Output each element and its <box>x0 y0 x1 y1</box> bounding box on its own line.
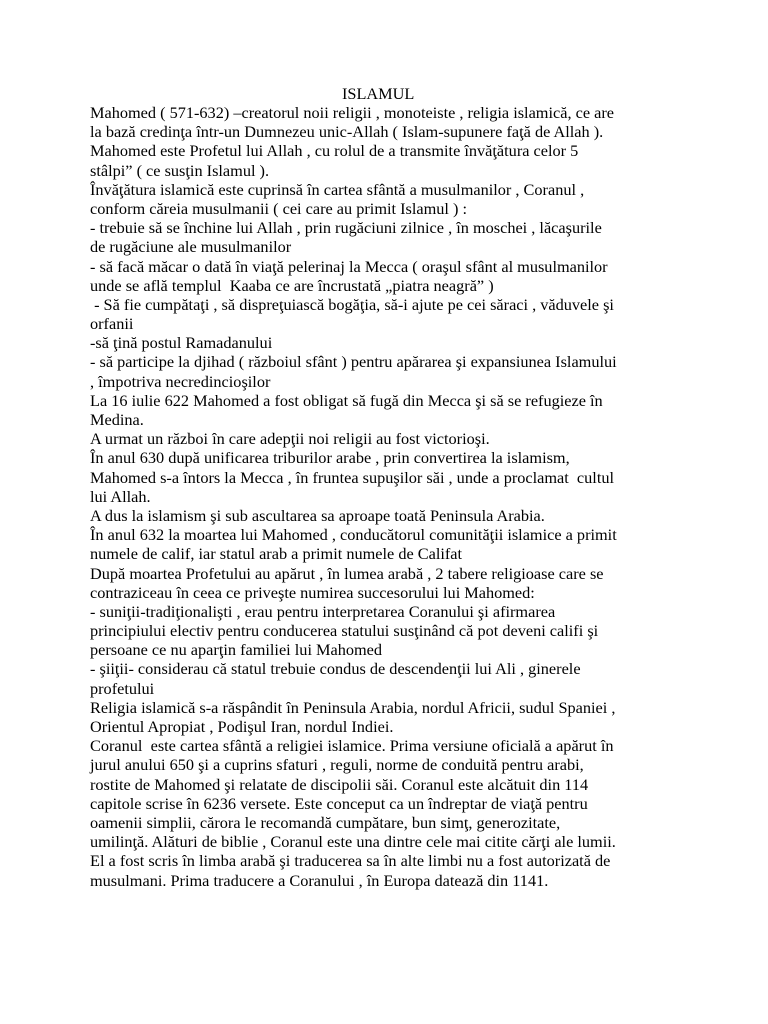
text-line: -să ţină postul Ramadanului <box>90 333 273 353</box>
text-line: A dus la islamism şi sub ascultarea sa aproape toată Peninsula Arabia. <box>90 505 545 525</box>
text-line: - Să fie cumpătaţi , să dispreţuiască bogăţia, să-i ajute pe cei săraci , văduvele şi <box>90 294 614 314</box>
text-line: Mahomed ( 571-632) –creatorul noii religii , monoteiste , religia islamică, ce are <box>90 103 614 122</box>
text-line: Orientul Apropiat , Podişul Iran, nordul Indiei. <box>90 717 394 736</box>
text-line: numele de calif, iar statul arab a primit numele de Califat <box>90 544 463 564</box>
text-line: În anul 630 după unificarea triburilor arabe , prin convertirea la islamism, <box>90 448 570 468</box>
text-line: - să facă măcar o dată în viaţă pelerinaj la Mecca ( oraşul sfânt al musulmanilor <box>90 256 608 276</box>
text-line: - şiiţii- considerau că statul trebuie condus de descendenţii lui Ali , ginerele <box>90 659 581 679</box>
text-line: - să participe la djihad ( războiul sfânt ) pentru apărarea şi expansiunea Islamului <box>90 352 617 372</box>
text-line: lui Allah. <box>90 486 151 506</box>
text-line: În anul 632 la moartea lui Mahomed , conducătorul comunităţii islamice a primit <box>90 525 617 545</box>
text-line: jurul anului 650 şi a cuprins sfaturi , reguli, norme de conduită pentru arabi, <box>90 755 584 775</box>
text-line: unde se află templul Kaaba ce are încrustată „piatra neagră” ) <box>90 275 494 295</box>
text-line: stâlpi” ( ce susţin Islamul ). <box>90 160 270 180</box>
text-line: - trebuie să se închine lui Allah , prin rugăciuni zilnice , în moschei , lăcaşurile <box>90 218 602 238</box>
text-line: Învăţătura islamică este cuprinsă în cartea sfântă a musulmanilor , Coranul , <box>90 179 585 199</box>
text-line: capitole scrise în 6236 versete. Este conceput ca un îndreptar de viaţă pentru <box>90 793 588 813</box>
text-line: După moartea Profetului au apărut , în lumea arabă , 2 tabere religioase care se <box>90 563 604 583</box>
text-line: Religia islamică s-a răspândit în Peninsula Arabia, nordul Africii, sudul Spaniei , <box>90 697 616 717</box>
text-line: Medina. <box>90 410 144 429</box>
document-body <box>90 103 617 890</box>
text-line: contraziceau în ceea ce priveşte numirea succesorului lui Mahomed: <box>90 582 535 602</box>
text-line: la bază credinţa într-un Dumnezeu unic-Allah ( Islam-supunere faţă de Allah ). <box>90 122 604 142</box>
text-line: conform căreia musulmanii ( cei care au primit Islamul ) : <box>90 198 468 218</box>
text-line: orfanii <box>90 314 134 334</box>
text-line: de rugăciune ale musulmanilor <box>90 237 292 257</box>
text-line: profetului <box>90 678 155 698</box>
text-line: Mahomed s-a întors la Mecca , în fruntea supuşilor săi , unde a proclamat cultul <box>90 467 615 487</box>
text-line: persoane ce nu aparţin familiei lui Mahomed <box>90 640 383 660</box>
text-line: A urmat un război în care adepţii noi religii au fost victorioşi. <box>90 429 490 449</box>
text-line: rostite de Mahomed şi relatate de discipolii săi. Coranul este alcătuit din 114 <box>90 774 589 794</box>
text-line: , împotriva necredincioşilor <box>90 371 271 391</box>
text-line: Mahomed este Profetul lui Allah , cu rolul de a transmite învăţătura celor 5 <box>90 141 579 161</box>
text-line: Coranul este cartea sfântă a religiei islamice. Prima versiune oficială a apărut în <box>90 736 614 756</box>
text-line: umilinţă. Alături de biblie , Coranul este una dintre cele mai citite cărţi ale lumii. <box>90 832 616 852</box>
text-line: oamenii simplii, cărora le recomandă cumpătare, bun simţ, generozitate, <box>90 812 561 832</box>
document-title: ISLAMUL <box>342 84 415 103</box>
text-line: El a fost scris în limba arabă şi traducerea sa în alte limbi nu a fost autorizată de <box>90 851 611 871</box>
text-line: La 16 iulie 622 Mahomed a fost obligat să fugă din Mecca şi să se refugieze în <box>90 390 603 410</box>
text-line: principiului electiv pentru conducerea statului susţinând că pot deveni califi şi <box>90 621 599 641</box>
text-line: musulmani. Prima traducere a Coranului , în Europa datează din 1141. <box>90 870 549 890</box>
text-line: - suniţii-tradiţionalişti , erau pentru interpretarea Coranului şi afirmarea <box>90 601 556 621</box>
